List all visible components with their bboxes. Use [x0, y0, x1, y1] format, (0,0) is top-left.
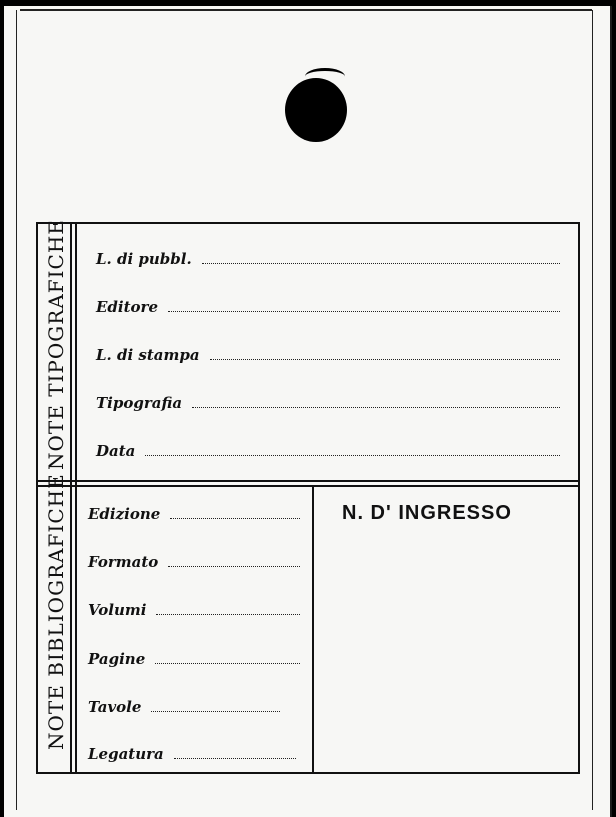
field-row-legatura: [88, 745, 296, 763]
fill-line: [170, 508, 300, 519]
fill-line: [192, 397, 560, 408]
field-row-formato: [88, 553, 300, 571]
field-label: L. di stampa: [96, 346, 200, 364]
fill-line: [155, 653, 300, 664]
field-row-luogo-pubblicazione: [96, 250, 560, 268]
field-row-luogo-stampa: [96, 346, 560, 364]
fill-line: [210, 349, 560, 360]
ingresso-divider: [312, 487, 314, 772]
note-bibliografiche-label: [44, 473, 68, 750]
fill-line: [202, 253, 560, 264]
field-row-data: [96, 442, 560, 460]
section-divider: [36, 485, 580, 487]
note-bibliografiche-text: NOTE BIBLIOGRAFICHE: [44, 473, 68, 750]
numero-ingresso-label: N. D' INGRESSO: [342, 502, 512, 524]
card-top-edge: [20, 9, 592, 11]
card-edge-line: [16, 10, 17, 810]
section-divider: [36, 480, 580, 482]
field-label: Legatura: [88, 745, 164, 763]
field-row-editore: [96, 298, 560, 316]
card-edge-line: [592, 10, 593, 810]
field-label: Volumi: [88, 601, 147, 619]
fill-line: [156, 604, 300, 615]
field-label: Pagine: [88, 650, 146, 668]
punch-hole: [285, 78, 347, 142]
fill-line: [151, 701, 280, 712]
field-label: L. di pubbl.: [96, 250, 192, 268]
field-label: Tavole: [88, 698, 142, 716]
note-tipografiche-label: [44, 219, 68, 470]
field-label: Tipografia: [96, 394, 183, 412]
fill-line: [145, 445, 560, 456]
note-tipografiche-text: NOTE TIPOGRAFICHE: [44, 219, 68, 470]
field-label: Formato: [88, 553, 159, 571]
field-label: Data: [96, 442, 136, 460]
fill-line: [168, 301, 560, 312]
field-row-tipografia: [96, 394, 560, 412]
fill-line: [168, 556, 300, 567]
label-divider: [75, 224, 77, 772]
label-divider: [70, 224, 72, 772]
field-row-pagine: [88, 650, 300, 668]
fill-line: [174, 748, 296, 759]
field-row-tavole: [88, 698, 280, 716]
field-label: Edizione: [88, 505, 161, 523]
field-row-edizione: [88, 505, 300, 523]
field-label: Editore: [96, 298, 158, 316]
field-row-volumi: [88, 601, 300, 619]
